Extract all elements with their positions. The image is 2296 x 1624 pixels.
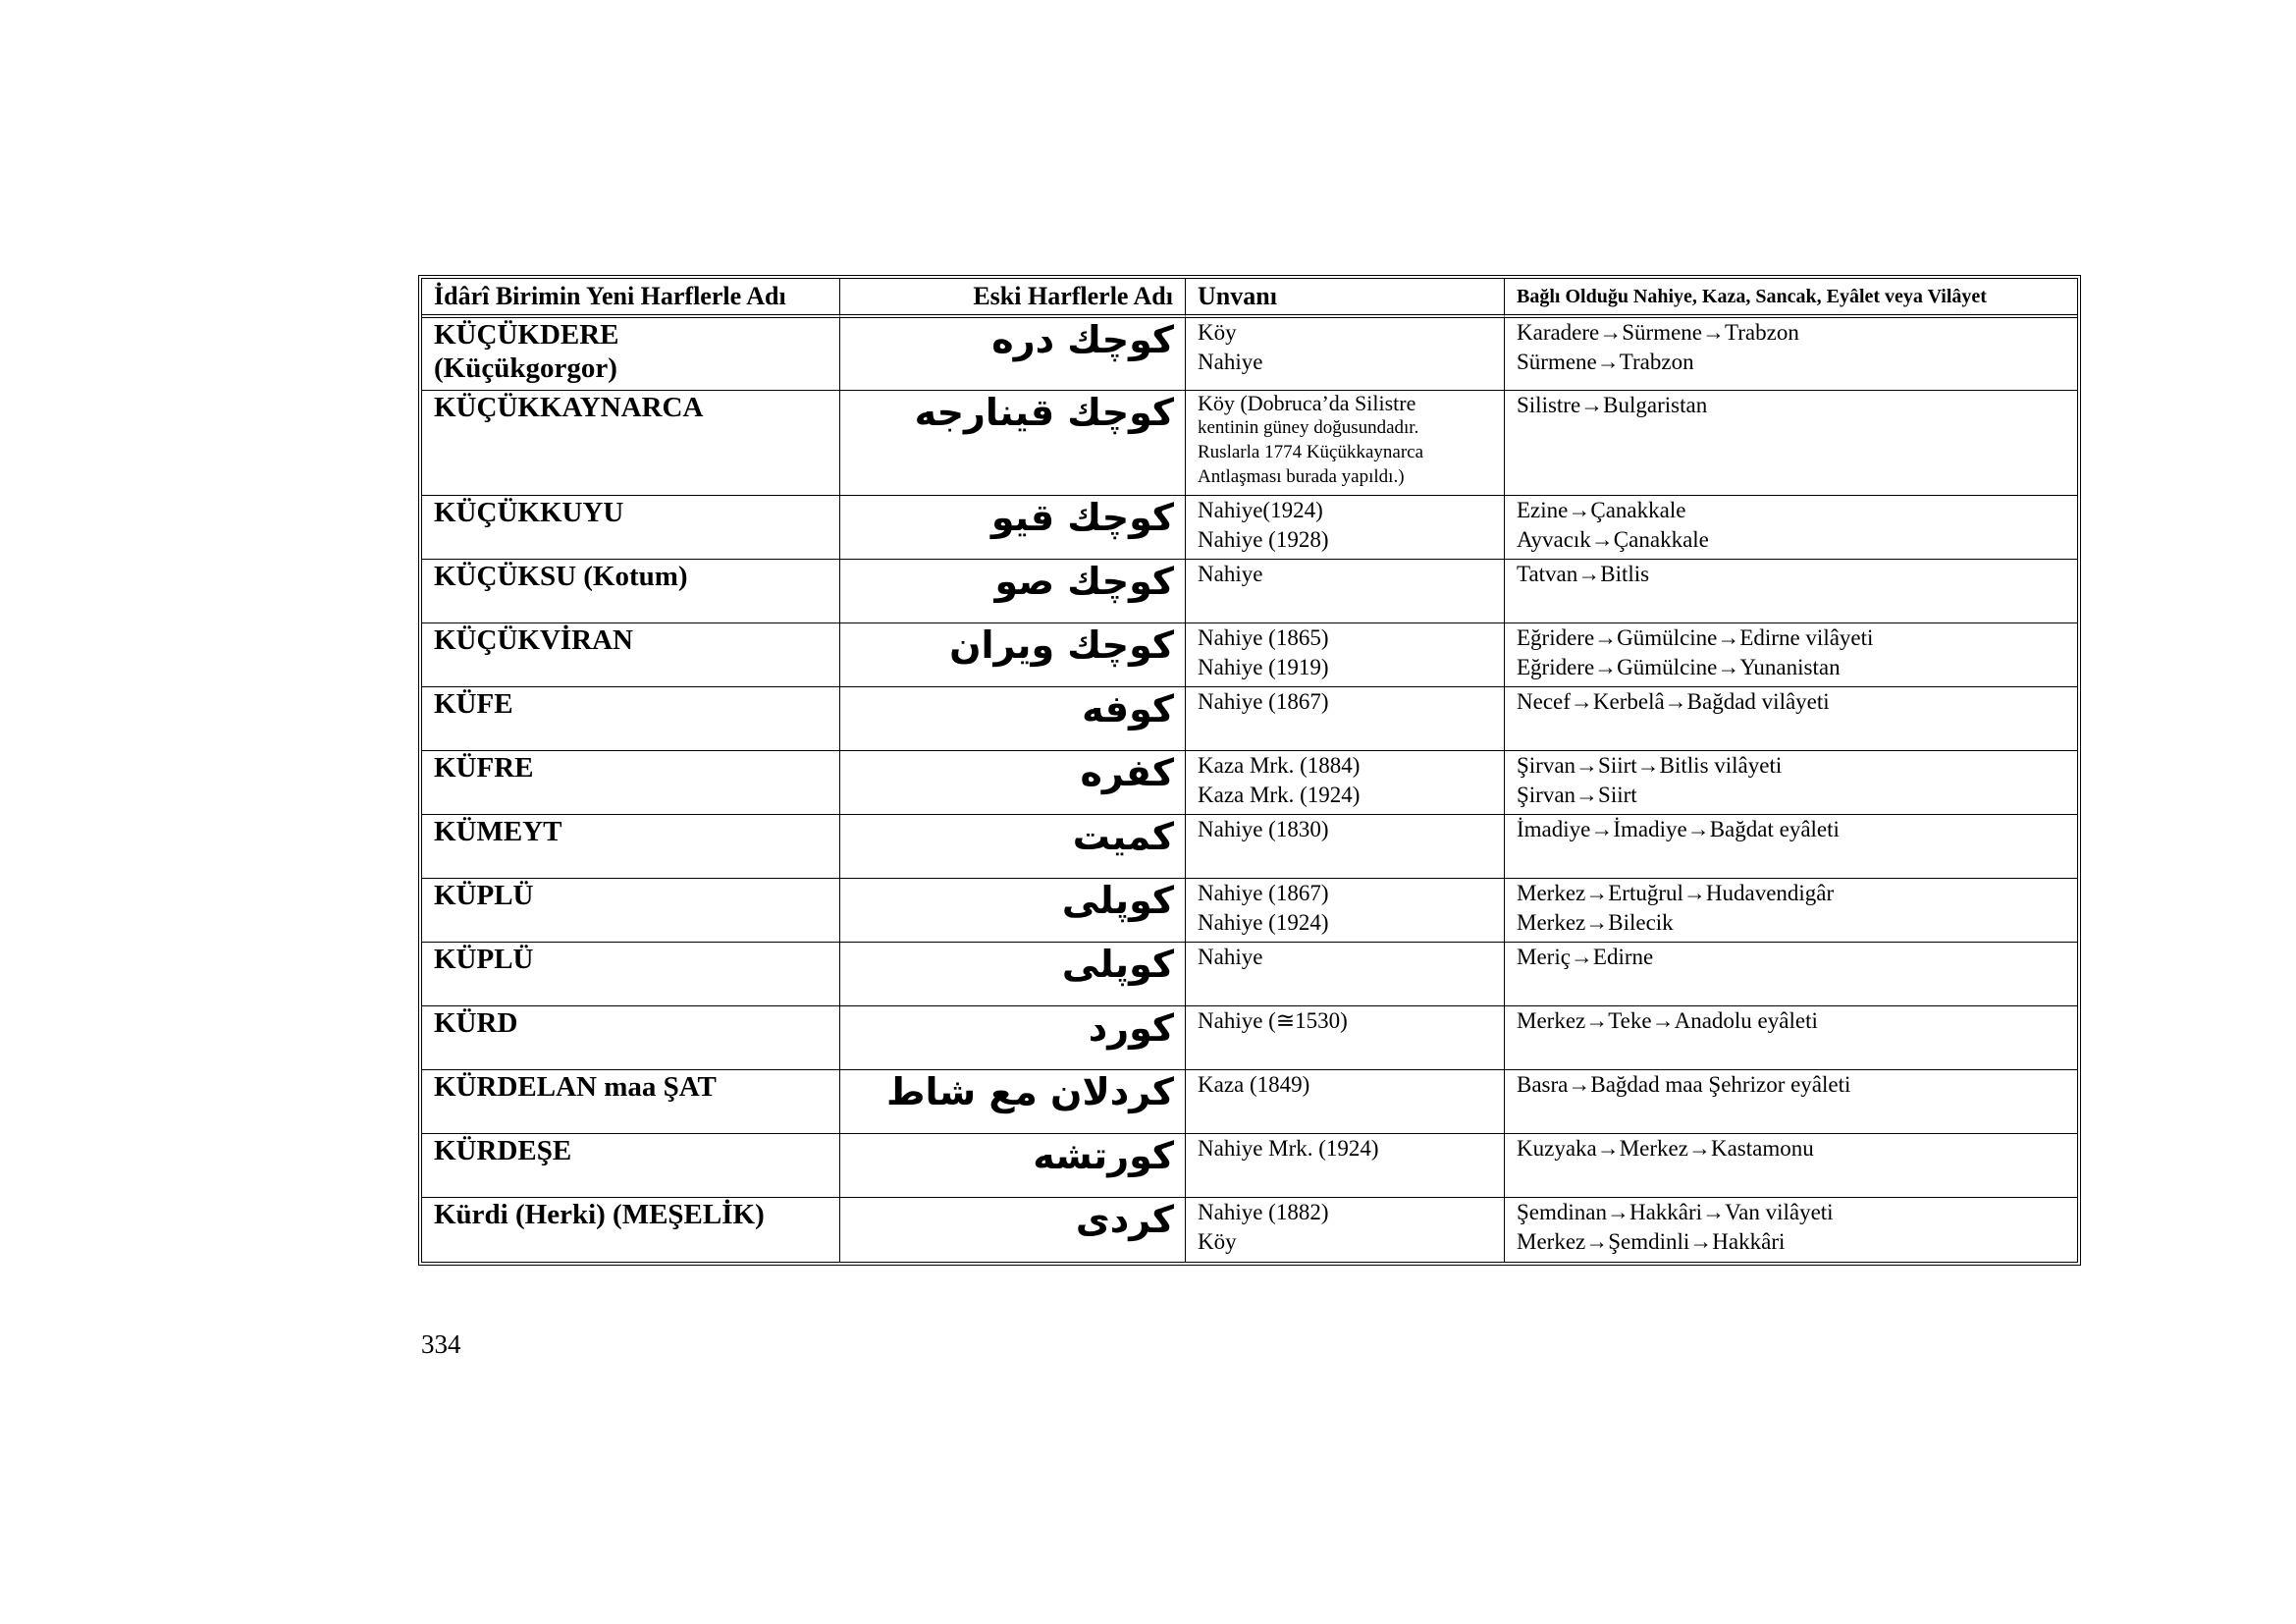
cell-new-name — [422, 560, 840, 623]
ottoman-script-text: كوچك دره — [991, 318, 1174, 361]
ottoman-script-text: كوپلى — [1061, 943, 1174, 986]
cell-link — [1505, 318, 2077, 391]
ottoman-script-text: كردلان مع شاط — [885, 1070, 1174, 1113]
cell-new-name — [422, 318, 840, 391]
link-line: Tatvan→Bitlis — [1517, 562, 1650, 586]
ottoman-script-text: كوچك ويران — [949, 623, 1174, 667]
header-new-name: İdârî Birimin Yeni Harflerle Adı — [422, 279, 840, 318]
link-line: Meriç→Edirne — [1517, 945, 1654, 969]
cell-title — [1186, 1198, 1505, 1262]
cell-link — [1505, 879, 2077, 943]
title-line: Nahiye — [1198, 562, 1263, 586]
cell-new-name — [422, 815, 840, 879]
title-line: Köy (Dobruca’da Silistre — [1198, 391, 1416, 415]
cell-new-name — [422, 687, 840, 751]
new-name-line: (Küçükgorgor) — [434, 352, 617, 384]
cell-title — [1186, 496, 1505, 560]
link-line: Sürmene→Trabzon — [1517, 350, 1694, 374]
cell-link — [1505, 1070, 2077, 1134]
link-line: Kuzyaka→Merkez→Kastamonu — [1517, 1136, 1814, 1161]
title-line: Nahiye (1867) — [1198, 689, 1329, 714]
cell-old-name — [840, 1070, 1186, 1134]
header-link: Bağlı Olduğu Nahiye, Kaza, Sancak, Eyâlet veya Vilâyet — [1505, 279, 2077, 318]
cell-old-name — [840, 623, 1186, 687]
new-name-line: KÜRDELAN maa ŞAT — [434, 1071, 717, 1103]
title-line: Antlaşması burada yapıldı.) — [1198, 466, 1405, 487]
cell-title — [1186, 815, 1505, 879]
link-line: Basra→Bağdad maa Şehrizor eyâleti — [1517, 1072, 1851, 1097]
title-line: Kaza (1849) — [1198, 1072, 1310, 1097]
cell-title — [1186, 560, 1505, 623]
cell-title — [1186, 943, 1505, 1006]
cell-old-name — [840, 318, 1186, 391]
title-line: Nahiye (1928) — [1198, 527, 1329, 552]
cell-old-name — [840, 1134, 1186, 1198]
table-row — [422, 623, 2077, 687]
table-row — [422, 560, 2077, 623]
cell-link — [1505, 751, 2077, 815]
ottoman-script-text: كفره — [1080, 751, 1174, 794]
title-line: Nahiye (1919) — [1198, 655, 1329, 679]
table-body — [422, 318, 2077, 1262]
cell-new-name — [422, 1070, 840, 1134]
title-line: Nahiye (1924) — [1198, 910, 1329, 935]
cell-old-name — [840, 560, 1186, 623]
new-name-line: KÜPLÜ — [434, 880, 534, 911]
title-line: Kaza Mrk. (1884) — [1198, 753, 1361, 778]
cell-title — [1186, 623, 1505, 687]
page-number: 334 — [421, 1329, 461, 1359]
cell-link — [1505, 391, 2077, 496]
cell-new-name — [422, 751, 840, 815]
new-name-line: KÜFRE — [434, 752, 534, 784]
title-line: Ruslarla 1774 Küçükkaynarca — [1198, 442, 1424, 462]
new-name-line: KÜÇÜKSU (Kotum) — [434, 561, 688, 592]
link-line: Eğridere→Gümülcine→Edirne vilâyeti — [1517, 625, 1874, 650]
ottoman-script-text: كردى — [1075, 1198, 1174, 1241]
cell-link — [1505, 560, 2077, 623]
cell-old-name — [840, 687, 1186, 751]
cell-link — [1505, 1198, 2077, 1262]
title-line: Nahiye (≅1530) — [1198, 1008, 1348, 1033]
header-row — [422, 279, 2077, 318]
cell-title — [1186, 687, 1505, 751]
title-line: Nahiye (1882) — [1198, 1200, 1329, 1224]
cell-old-name — [840, 815, 1186, 879]
cell-old-name — [840, 751, 1186, 815]
new-name-line: KÜRDEŞE — [434, 1135, 572, 1166]
link-line: Ezine→Çanakkale — [1517, 498, 1686, 522]
new-name-line: KÜÇÜKVİRAN — [434, 624, 633, 656]
table-row — [422, 1070, 2077, 1134]
new-name-line: KÜFE — [434, 688, 513, 720]
table-row — [422, 751, 2077, 815]
cell-new-name — [422, 943, 840, 1006]
cell-new-name — [422, 1006, 840, 1070]
cell-new-name — [422, 623, 840, 687]
link-line: Karadere→Sürmene→Trabzon — [1517, 320, 1799, 345]
cell-link — [1505, 943, 2077, 1006]
cell-title — [1186, 879, 1505, 943]
cell-new-name — [422, 391, 840, 496]
link-line: Şirvan→Siirt→Bitlis vilâyeti — [1517, 753, 1783, 778]
document-table — [418, 275, 2081, 1266]
cell-title — [1186, 391, 1505, 496]
title-line: Nahiye (1830) — [1198, 817, 1329, 841]
link-line: Merkez→Teke→Anadolu eyâleti — [1517, 1008, 1818, 1033]
ottoman-script-text: كوپلى — [1061, 879, 1174, 922]
link-line: Merkez→Bilecik — [1517, 910, 1674, 935]
header-title: Unvanı — [1186, 279, 1505, 318]
title-line: Nahiye — [1198, 350, 1263, 374]
link-line: İmadiye→İmadiye→Bağdat eyâleti — [1517, 817, 1840, 841]
cell-new-name — [422, 879, 840, 943]
cell-title — [1186, 1006, 1505, 1070]
title-line: Kaza Mrk. (1924) — [1198, 783, 1361, 807]
table-row — [422, 1198, 2077, 1262]
title-line: Nahiye (1865) — [1198, 625, 1329, 650]
ottoman-script-text: كوچك قينارجه — [914, 391, 1174, 434]
table-row — [422, 496, 2077, 560]
cell-title — [1186, 1070, 1505, 1134]
cell-link — [1505, 623, 2077, 687]
cell-title — [1186, 318, 1505, 391]
cell-link — [1505, 1134, 2077, 1198]
link-line: Silistre→Bulgaristan — [1517, 393, 1708, 417]
table-row — [422, 391, 2077, 496]
link-line: Necef→Kerbelâ→Bağdad vilâyeti — [1517, 689, 1830, 714]
table-row — [422, 1134, 2077, 1198]
new-name-line: KÜRD — [434, 1007, 518, 1039]
ottoman-script-text: كوچك قيو — [990, 496, 1174, 539]
new-name-line: KÜPLÜ — [434, 944, 534, 975]
cell-old-name — [840, 1198, 1186, 1262]
table-row — [422, 687, 2077, 751]
ottoman-script-text: كورتشه — [1033, 1134, 1174, 1177]
ottoman-script-text: كميت — [1072, 815, 1174, 858]
new-name-line: Kürdi (Herki) (MEŞELİK) — [434, 1199, 765, 1230]
cell-old-name — [840, 496, 1186, 560]
cell-link — [1505, 1006, 2077, 1070]
cell-new-name — [422, 496, 840, 560]
cell-old-name — [840, 879, 1186, 943]
table-row — [422, 1006, 2077, 1070]
cell-link — [1505, 687, 2077, 751]
table-header — [422, 279, 2077, 318]
cell-link — [1505, 496, 2077, 560]
cell-title — [1186, 1134, 1505, 1198]
title-line: kentinin güney doğusundadır. — [1198, 417, 1419, 438]
title-line: Köy — [1198, 1229, 1237, 1254]
table-row — [422, 815, 2077, 879]
cell-link — [1505, 815, 2077, 879]
link-line: Eğridere→Gümülcine→Yunanistan — [1517, 655, 1841, 679]
title-line: Nahiye(1924) — [1198, 498, 1323, 522]
title-line: Nahiye — [1198, 945, 1263, 969]
ottoman-script-text: كورد — [1088, 1006, 1174, 1050]
cell-old-name — [840, 943, 1186, 1006]
title-line: Nahiye Mrk. (1924) — [1198, 1136, 1379, 1161]
header-old-name: Eski Harflerle Adı — [840, 279, 1186, 318]
cell-new-name — [422, 1134, 840, 1198]
cell-old-name — [840, 1006, 1186, 1070]
ottoman-script-text: كوچك صو — [994, 560, 1174, 603]
table-row — [422, 943, 2077, 1006]
cell-old-name — [840, 391, 1186, 496]
ottoman-script-text: كوفه — [1082, 687, 1174, 731]
link-line: Merkez→Ertuğrul→Hudavendigâr — [1517, 881, 1835, 905]
new-name-line: KÜÇÜKKUYU — [434, 497, 624, 528]
link-line: Şirvan→Siirt — [1517, 783, 1637, 807]
link-line: Şemdinan→Hakkâri→Van vilâyeti — [1517, 1200, 1834, 1224]
new-name-line: KÜÇÜKKAYNARCA — [434, 392, 704, 423]
title-line: Köy — [1198, 320, 1237, 345]
table-row — [422, 879, 2077, 943]
cell-new-name — [422, 1198, 840, 1262]
title-line: Nahiye (1867) — [1198, 881, 1329, 905]
cell-title — [1186, 751, 1505, 815]
link-line: Ayvacık→Çanakkale — [1517, 527, 1709, 552]
table-row — [422, 318, 2077, 391]
new-name-line: KÜMEYT — [434, 816, 562, 847]
link-line: Merkez→Şemdinli→Hakkâri — [1517, 1229, 1786, 1254]
new-name-line: KÜÇÜKDERE — [434, 319, 619, 351]
